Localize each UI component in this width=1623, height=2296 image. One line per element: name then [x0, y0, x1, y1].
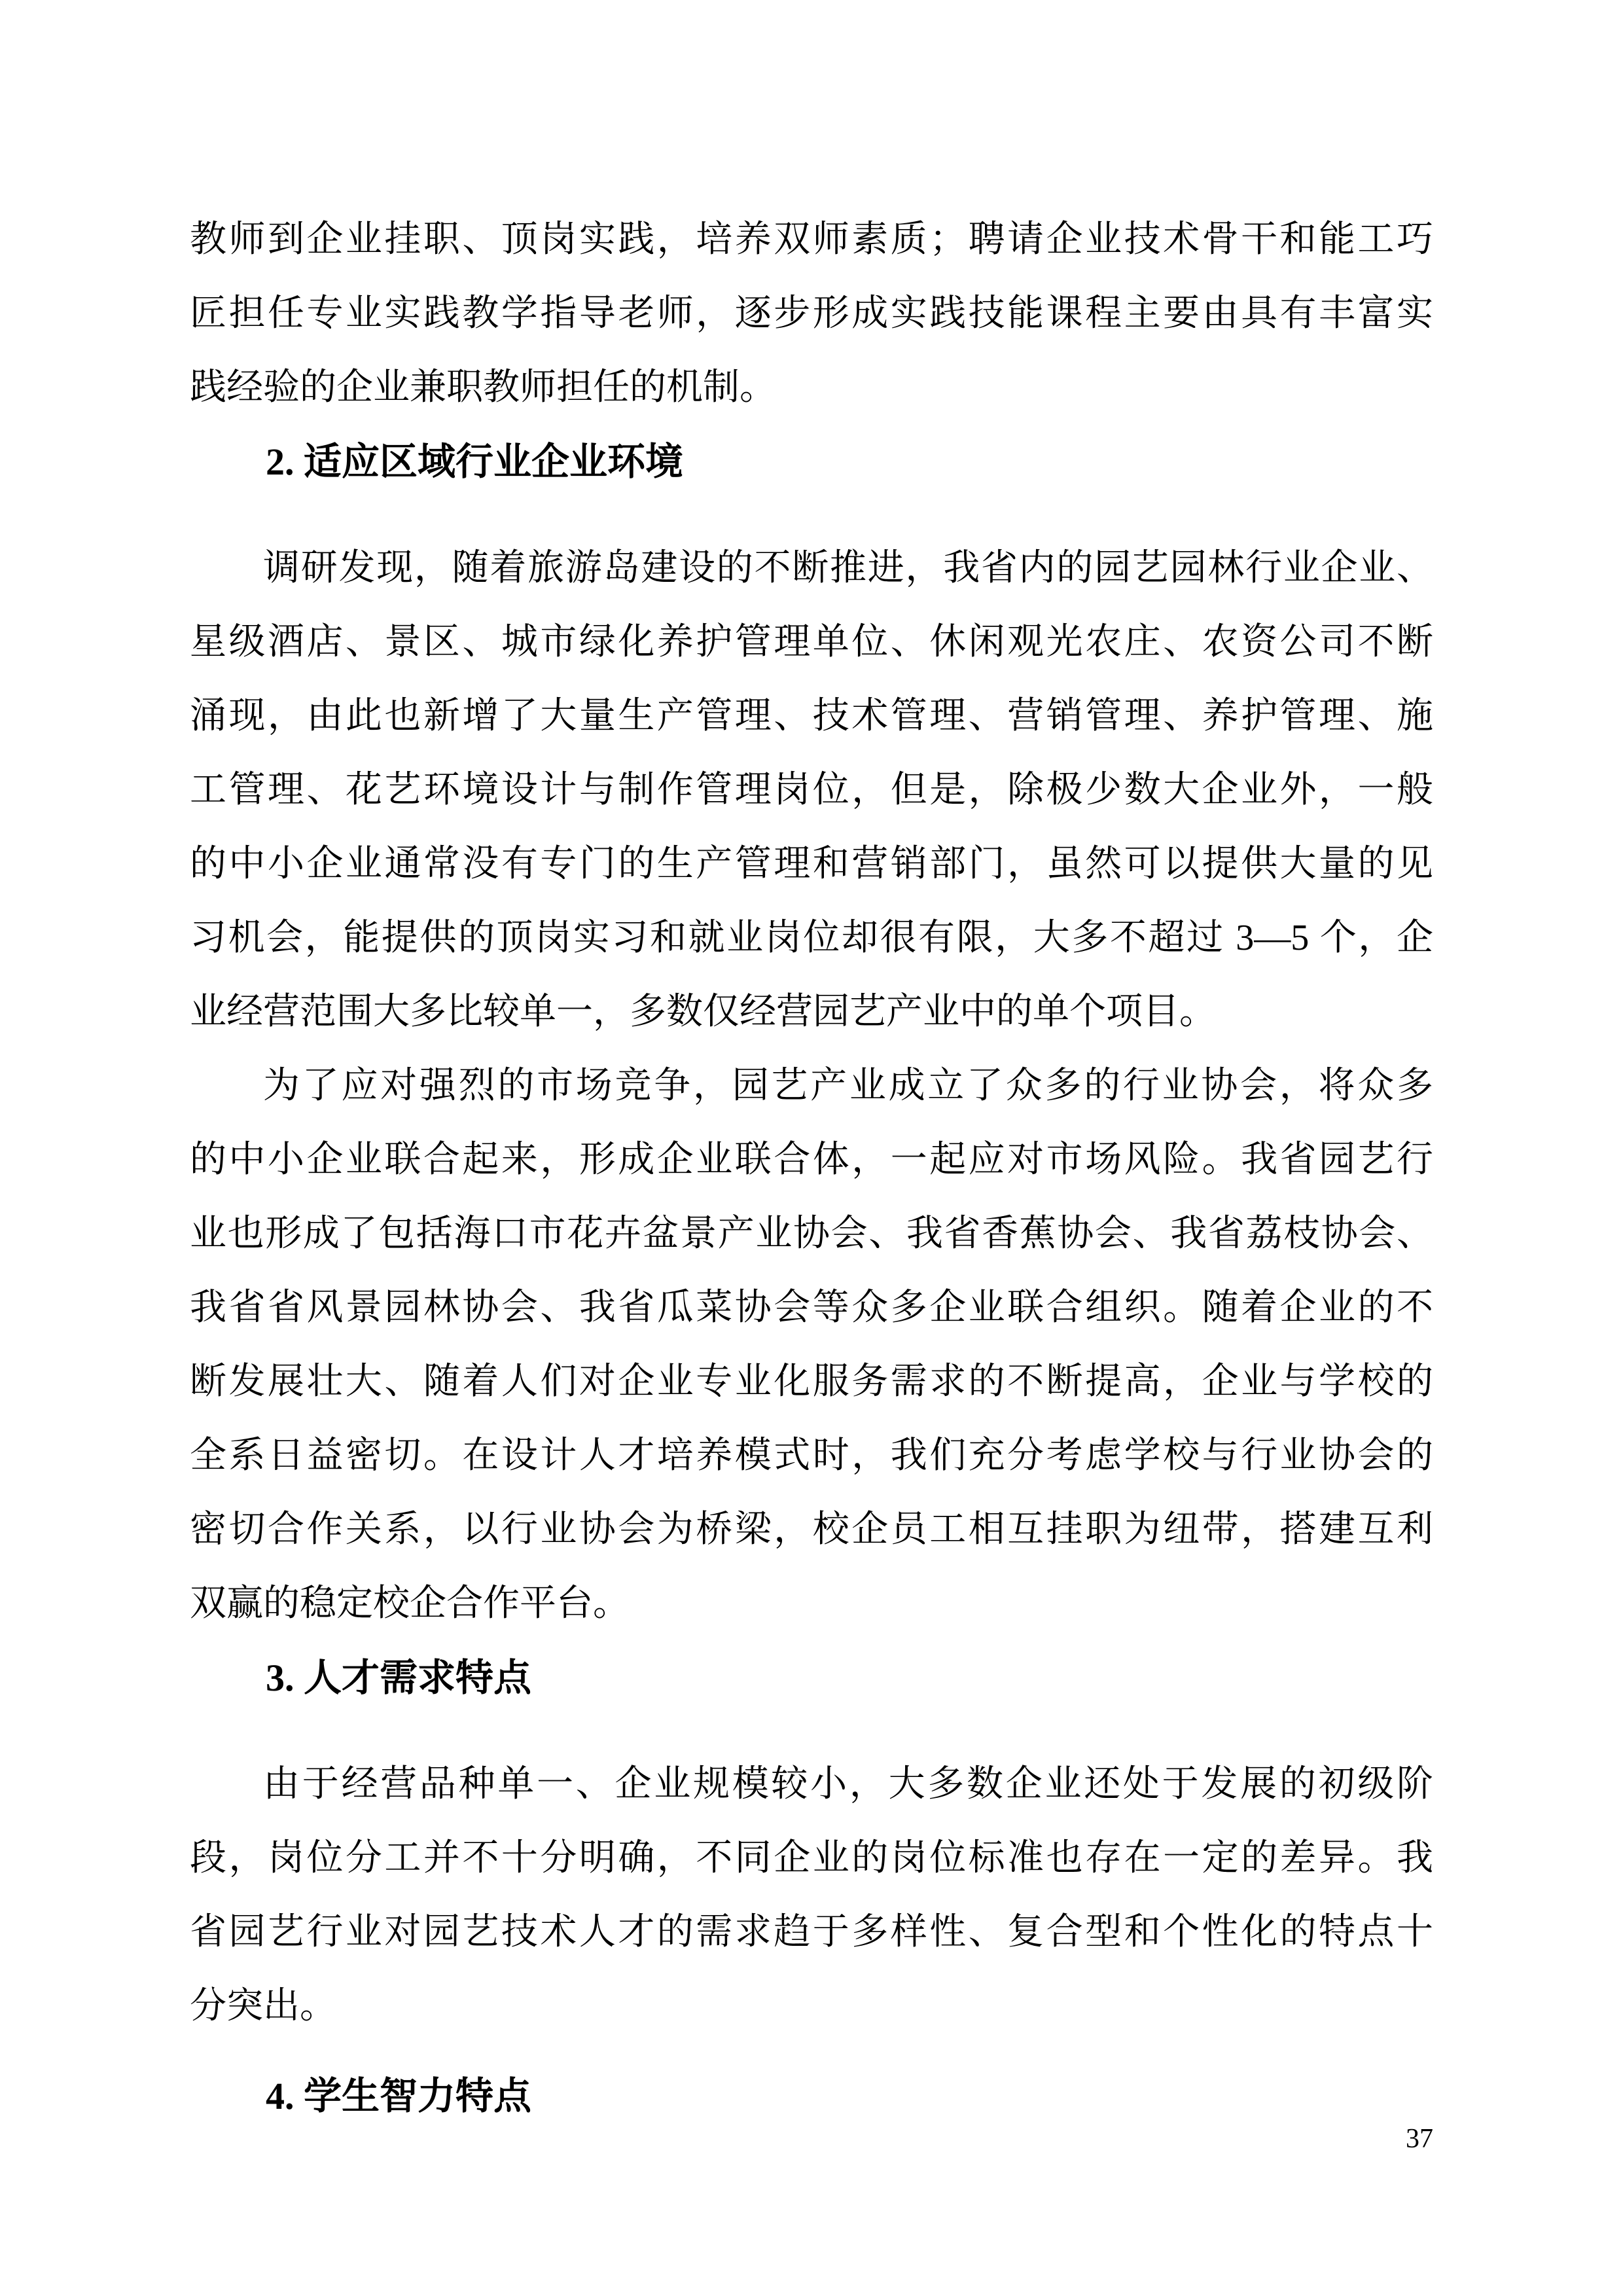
body-line: 密切合作关系，以行业协会为桥梁，校企员工相互挂职为纽带，搭建互利: [190, 1509, 1433, 1550]
body-line: 我省省风景园林协会、我省瓜菜协会等众多企业联合组织。随着企业的不: [190, 1287, 1433, 1328]
text-block: [190, 203, 1433, 2166]
body-line: 匠担任专业实践教学指导老师，逐步形成实践技能课程主要由具有丰富实: [190, 293, 1433, 334]
body-line: 由于经营品种单一、企业规模较小，大多数企业还处于发展的初级阶: [263, 1764, 1433, 1804]
body-line: 星级酒店、景区、城市绿化养护管理单位、休闲观光农庄、农资公司不断: [190, 622, 1433, 662]
page-number: 37: [1406, 2124, 1433, 2154]
body-line: 调研发现，随着旅游岛建设的不断推进，我省内的园艺园林行业企业、: [263, 548, 1433, 588]
body-line: 断发展壮大、随着人们对企业专业化服务需求的不断提高，企业与学校的: [190, 1361, 1433, 1402]
body-line: 双赢的稳定校企合作平台。: [190, 1583, 630, 1624]
section-heading-2: 2. 适应区域行业企业环境: [266, 440, 684, 483]
body-line: 段，岗位分工并不十分明确，不同企业的岗位标准也存在一定的差异。我: [190, 1838, 1433, 1878]
body-line: 业经营范围大多比较单一，多数仅经营园艺产业中的单个项目。: [190, 992, 1216, 1032]
section-heading-3: 3. 人才需求特点: [266, 1657, 532, 1699]
body-line: 涌现，由此也新增了大量生产管理、技术管理、营销管理、养护管理、施: [190, 696, 1433, 736]
body-line: 业也形成了包括海口市花卉盆景产业协会、我省香蕉协会、我省荔枝协会、: [190, 1213, 1433, 1254]
body-line: 为了应对强烈的市场竞争，园艺产业成立了众多的行业协会，将众多: [263, 1066, 1433, 1106]
body-line: 习机会，能提供的顶岗实习和就业岗位却很有限，大多不超过 3—5 个，企: [190, 918, 1433, 958]
body-line: 全系日益密切。在设计人才培养模式时，我们充分考虑学校与行业协会的: [190, 1435, 1433, 1476]
body-line: 分突出。: [190, 1986, 336, 2026]
body-line: 教师到企业挂职、顶岗实践，培养双师素质；聘请企业技术骨干和能工巧: [190, 219, 1433, 260]
body-line: 践经验的企业兼职教师担任的机制。: [190, 367, 776, 408]
body-line: 省园艺行业对园艺技术人才的需求趋于多样性、复合型和个性化的特点十: [190, 1912, 1433, 1952]
body-line: 工管理、花艺环境设计与制作管理岗位，但是，除极少数大企业外，一般: [190, 770, 1433, 810]
body-line: 的中小企业联合起来，形成企业联合体，一起应对市场风险。我省园艺行: [190, 1139, 1433, 1180]
body-line: 的中小企业通常没有专门的生产管理和营销部门，虽然可以提供大量的见: [190, 844, 1433, 884]
section-heading-4: 4. 学生智力特点: [266, 2075, 532, 2117]
